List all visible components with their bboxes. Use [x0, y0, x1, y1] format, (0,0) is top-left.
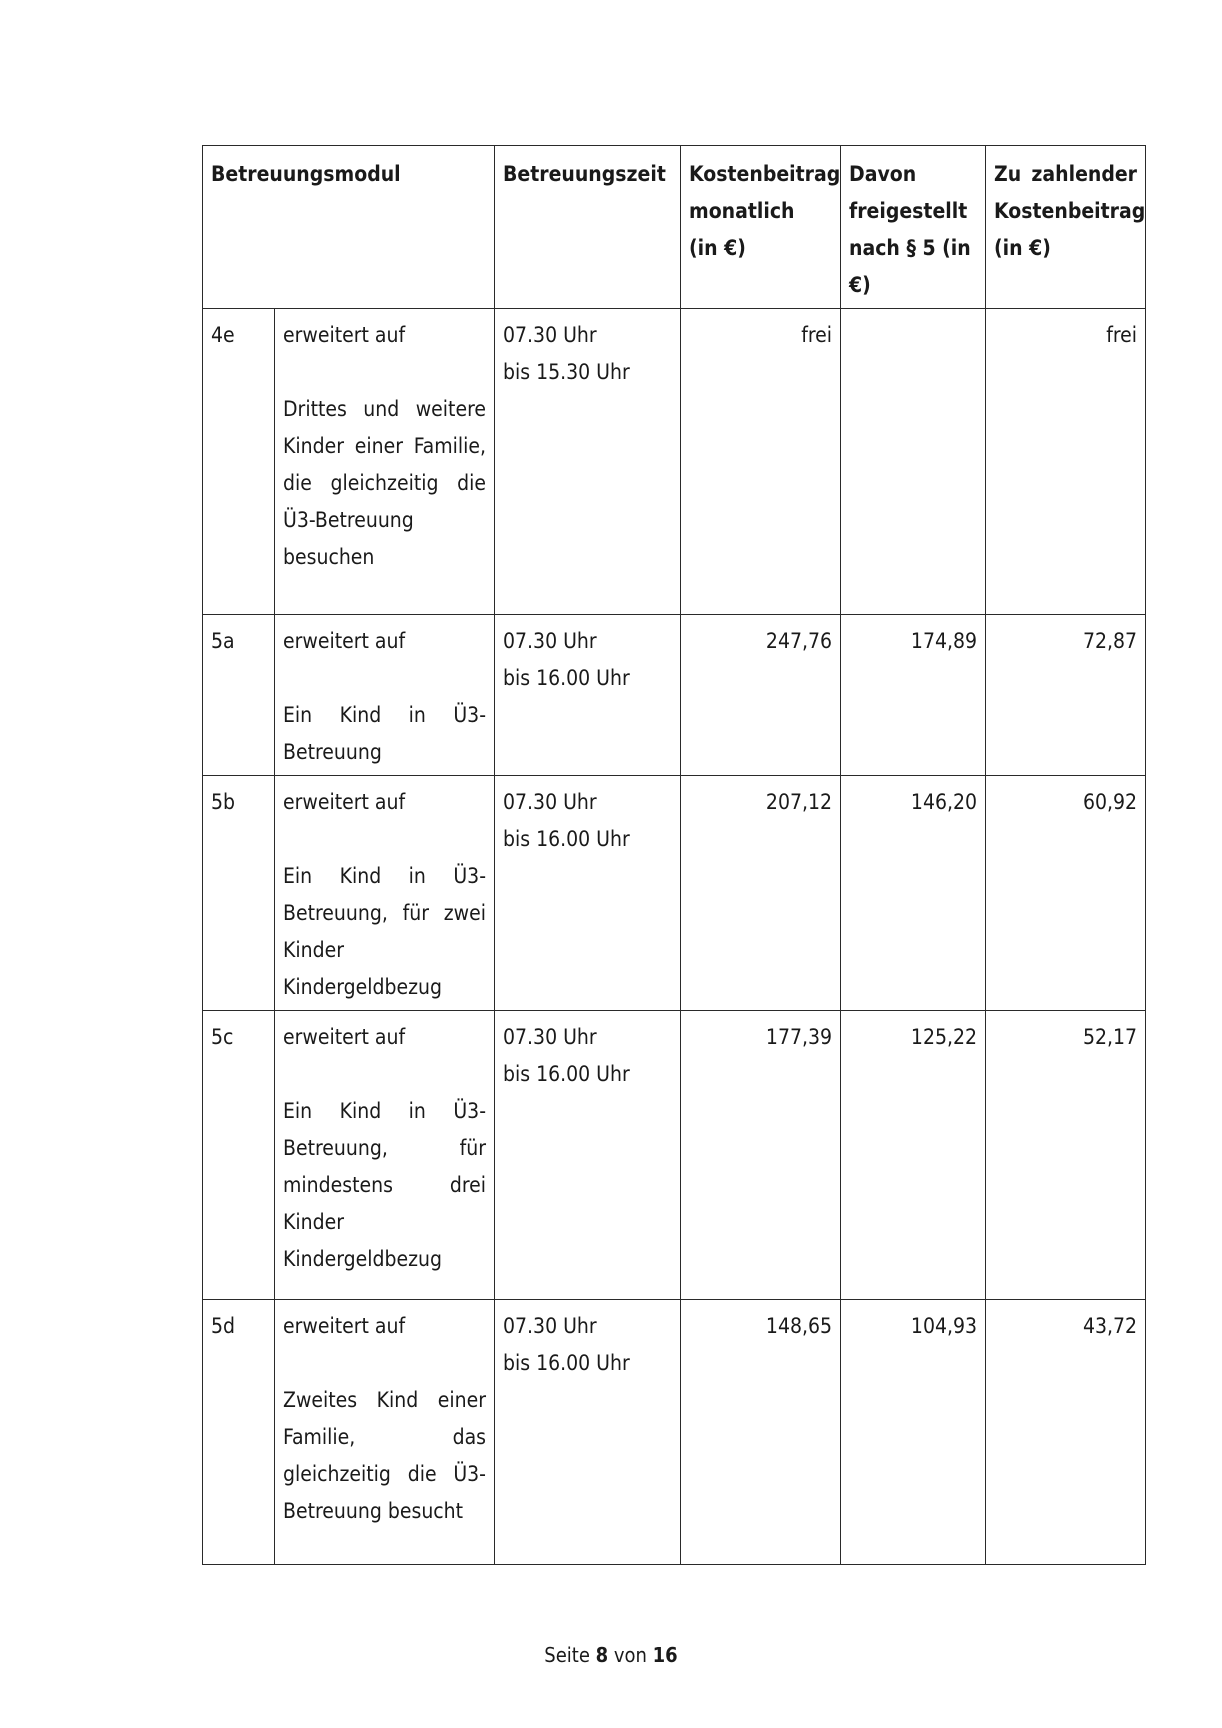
monthly-fee: 177,39	[681, 1011, 841, 1300]
monthly-fee: 207,12	[681, 776, 841, 1011]
module-description: erweitert auf Drittes und weitere Kinder einer Familie, die gleichzeitig die Ü3-Betreuung besuchen	[275, 309, 495, 615]
header-betreuungszeit: Betreuungszeit	[495, 146, 681, 309]
footer-prefix: Seite	[544, 1643, 590, 1667]
footer-middle: von	[613, 1643, 647, 1667]
care-time: 07.30 Uhr bis 16.00 Uhr	[495, 776, 681, 1011]
care-time: 07.30 Uhr bis 16.00 Uhr	[495, 1011, 681, 1300]
payable-amount: 43,72	[986, 1300, 1146, 1565]
monthly-fee: 247,76	[681, 615, 841, 776]
footer-total-pages: 16	[652, 1643, 678, 1667]
header-zu-zahlender: Zu zahlender Kostenbeitrag (in €)	[986, 146, 1146, 309]
module-id: 5b	[203, 776, 275, 1011]
module-id: 5c	[203, 1011, 275, 1300]
module-description: erweitert auf Ein Kind in Ü3- Betreuung	[275, 615, 495, 776]
exempt-amount: 104,93	[841, 1300, 986, 1565]
module-description: erweitert auf Zweites Kind einer Familie, das gleichzeitig die Ü3- Betreuung besucht	[275, 1300, 495, 1565]
table-row	[203, 1300, 1146, 1565]
payable-amount: 60,92	[986, 776, 1146, 1011]
payable-amount: 52,17	[986, 1011, 1146, 1300]
exempt-amount: 125,22	[841, 1011, 986, 1300]
header-betreuungsmodul: Betreuungsmodul	[203, 146, 495, 309]
fee-table	[202, 145, 1146, 1565]
page-number-footer	[0, 1643, 1222, 1667]
module-id: 5d	[203, 1300, 275, 1565]
module-id: 4e	[203, 309, 275, 615]
exempt-amount: 174,89	[841, 615, 986, 776]
payable-amount: frei	[986, 309, 1146, 615]
table-row	[203, 1011, 1146, 1300]
care-time: 07.30 Uhr bis 15.30 Uhr	[495, 309, 681, 615]
care-time: 07.30 Uhr bis 16.00 Uhr	[495, 615, 681, 776]
exempt-amount: 146,20	[841, 776, 986, 1011]
table-row	[203, 309, 1146, 615]
module-description: erweitert auf Ein Kind in Ü3- Betreuung, für zwei Kinder Kindergeldbezug	[275, 776, 495, 1011]
monthly-fee: 148,65	[681, 1300, 841, 1565]
table-header-row	[203, 146, 1146, 309]
table-row	[203, 776, 1146, 1011]
module-description: erweitert auf Ein Kind in Ü3- Betreuung, für mindestens drei Kinder Kindergeldbezug	[275, 1011, 495, 1300]
payable-amount: 72,87	[986, 615, 1146, 776]
exempt-amount	[841, 309, 986, 615]
monthly-fee: frei	[681, 309, 841, 615]
header-davon-freigestellt: Davon freigestellt nach § 5 (in €)	[841, 146, 986, 309]
header-kostenbeitrag: Kostenbeitrag monatlich (in €)	[681, 146, 841, 309]
module-id: 5a	[203, 615, 275, 776]
table-row	[203, 615, 1146, 776]
care-time: 07.30 Uhr bis 16.00 Uhr	[495, 1300, 681, 1565]
footer-current-page: 8	[595, 1643, 609, 1667]
